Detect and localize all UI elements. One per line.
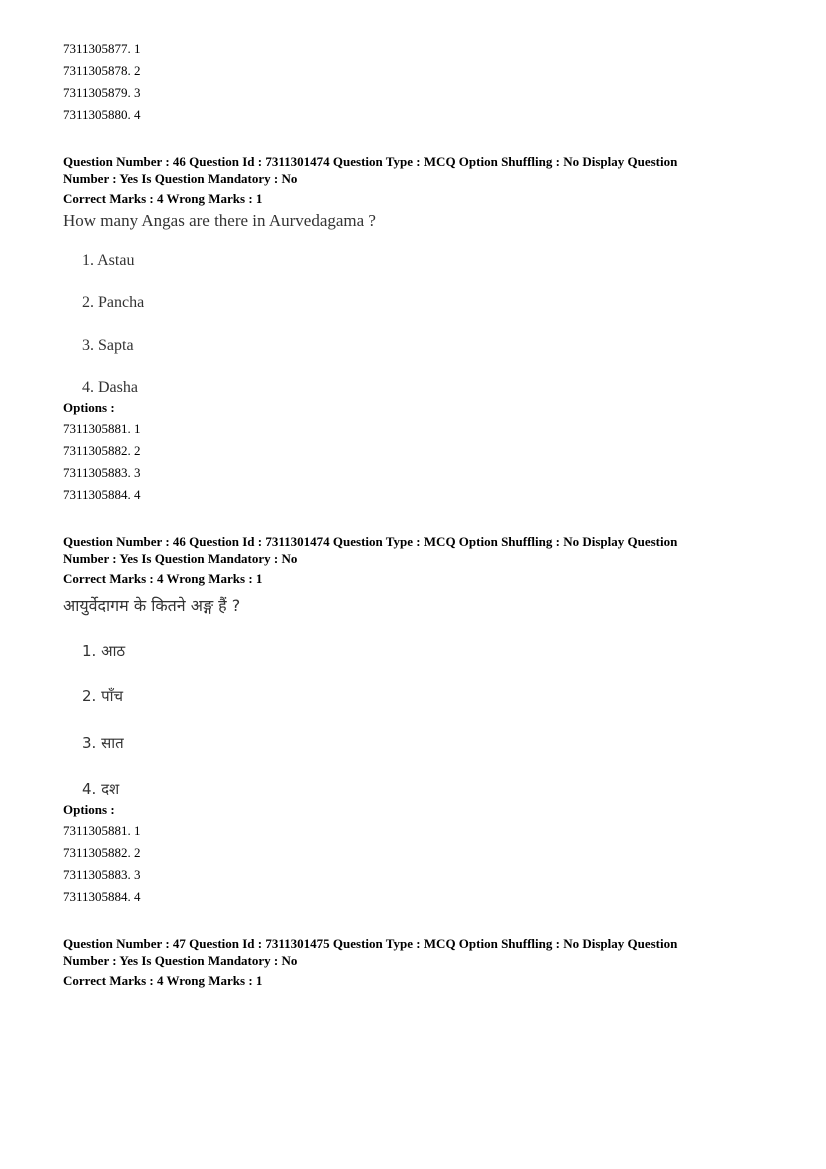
question-header-cont: Number : Yes Is Question Mandatory : No (63, 551, 298, 566)
answer-choice: 2. पाँच (82, 687, 124, 705)
question-marks: Correct Marks : 4 Wrong Marks : 1 (63, 571, 263, 586)
option-id-line: 7311305877. 1 (63, 41, 141, 56)
question-text: How many Angas are there in Aurvedagama ? (63, 211, 376, 230)
question-text: आयुर्वेदागम के कितने अङ्ग हैं ? (63, 596, 241, 615)
option-id-line: 7311305883. 3 (63, 465, 141, 480)
option-id-line: 7311305879. 3 (63, 85, 141, 100)
option-id-line: 7311305881. 1 (63, 421, 141, 436)
option-id-line: 7311305881. 1 (63, 823, 141, 838)
question-marks: Correct Marks : 4 Wrong Marks : 1 (63, 973, 263, 988)
question-header-cont: Number : Yes Is Question Mandatory : No (63, 953, 298, 968)
option-id-line: 7311305884. 4 (63, 889, 141, 904)
option-id-line: 7311305878. 2 (63, 63, 141, 78)
answer-choice: 3. Sapta (82, 337, 134, 354)
answer-choice: 4. दश (82, 780, 120, 798)
options-label: Options : (63, 802, 115, 817)
option-id-line: 7311305880. 4 (63, 107, 141, 122)
question-header: Question Number : 46 Question Id : 7311301474 Question Type : MCQ Option Shuffling : No Display Question (63, 154, 678, 169)
question-header: Question Number : 46 Question Id : 7311301474 Question Type : MCQ Option Shuffling : No Display Question (63, 534, 678, 549)
question-marks: Correct Marks : 4 Wrong Marks : 1 (63, 191, 263, 206)
option-id-line: 7311305883. 3 (63, 867, 141, 882)
answer-choice: 3. सात (82, 734, 124, 752)
option-id-line: 7311305882. 2 (63, 443, 141, 458)
answer-choice: 1. आठ (82, 642, 126, 660)
options-label: Options : (63, 400, 115, 415)
question-header: Question Number : 47 Question Id : 7311301475 Question Type : MCQ Option Shuffling : No Display Question (63, 936, 678, 951)
option-id-line: 7311305884. 4 (63, 487, 141, 502)
answer-choice: 2. Pancha (82, 294, 145, 311)
option-id-line: 7311305882. 2 (63, 845, 141, 860)
answer-choice: 4. Dasha (82, 379, 138, 396)
question-header-cont: Number : Yes Is Question Mandatory : No (63, 171, 298, 186)
answer-choice: 1. Astau (82, 252, 135, 269)
